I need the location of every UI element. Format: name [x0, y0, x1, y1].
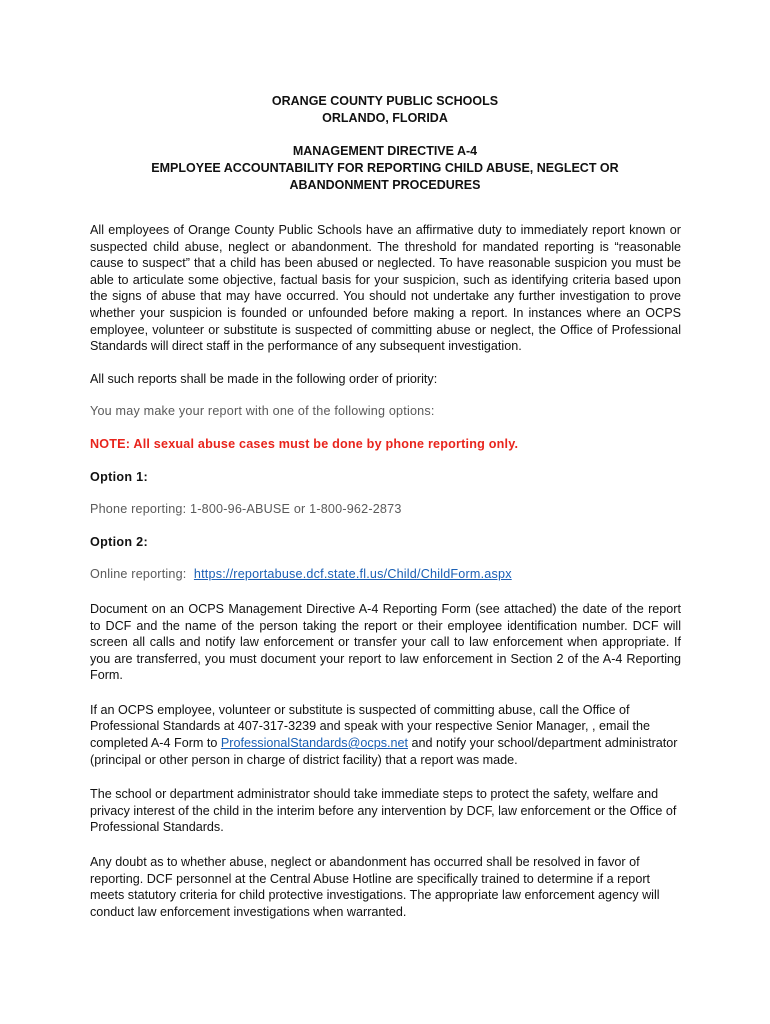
- priority-paragraph: All such reports shall be made in the following order of priority:: [90, 371, 438, 386]
- option-1-label: Option 1:: [90, 469, 148, 484]
- sexual-abuse-note: NOTE: All sexual abuse cases must be done by phone reporting only.: [90, 436, 519, 451]
- directive-number: MANAGEMENT DIRECTIVE A-4: [292, 144, 478, 158]
- document-paragraph: Document on an OCPS Management Directive A-4 Reporting Form (see attached) the date of the report to DCF and the name of the person taking the report or their employee identification number. DCF will screen all calls and notify law enforcement or transfer your call to law enforcement when appropriate. If you are transferred, you must document your report to law enforcement in Section 2 of the A-4 Reporting Form.: [90, 601, 681, 683]
- org-name: ORANGE COUNTY PUBLIC SCHOOLS: [271, 94, 499, 108]
- suspect-paragraph: [90, 702, 681, 768]
- org-city: ORLANDO, FLORIDA: [322, 111, 448, 125]
- document-body: [90, 222, 681, 920]
- phone-reporting: Phone reporting: 1-800-96-ABUSE or 1-800-962-2873: [90, 502, 402, 517]
- document-header: [90, 93, 680, 194]
- directive-title-line-1: EMPLOYEE ACCOUNTABILITY FOR REPORTING CHILD ABUSE, NEGLECT OR: [151, 161, 619, 175]
- suspect-text-before: If an OCPS employee, volunteer or substitute is suspected of committing abuse, call the Office of Professional Standards at 407-317-3239 and speak with your respective Senior Manager, , email the completed A-4 Form to: [90, 702, 651, 751]
- administrator-paragraph: The school or department administrator should take immediate steps to protect the safety, welfare and privacy interest of the child in the interim before any intervention by DCF, law enforcement or the Office of Professional Standards.: [90, 787, 677, 835]
- options-intro: You may make your report with one of the following options:: [90, 404, 435, 419]
- online-reporting-link[interactable]: https://reportabuse.dcf.state.fl.us/Child/ChildForm.aspx: [193, 567, 512, 582]
- option-2-label: Option 2:: [90, 534, 148, 549]
- doubt-paragraph: Any doubt as to whether abuse, neglect or abandonment has occurred shall be resolved in favor of reporting. DCF personnel at the Central Abuse Hotline are specifically trained to determine if a report meets statutory criteria for child protective investigations. The appropriate law enforcement agency will conduct law enforcement investigations when warranted.: [90, 855, 660, 919]
- intro-paragraph: All employees of Orange County Public Schools have an affirmative duty to immediately report known or suspected child abuse, neglect or abandonment. The threshold for mandated reporting is “reasonable cause to suspect” that a child has been abused or neglected. To have reasonable suspicion you must be able to articulate some objective, factual basis for your suspicion, such as identifying criteria based upon the signs of abuse that may have occurred. You should not undertake any further investigation to prove whether your suspicion is founded or unfounded before making a report. In instances where an OCPS employee, volunteer or substitute is suspected of committing abuse or neglect, the Office of Professional Standards will direct staff in the performance of any subsequent investigation.: [90, 223, 681, 354]
- directive-title-line-2: ABANDONMENT PROCEDURES: [289, 178, 481, 192]
- professional-standards-email-link[interactable]: ProfessionalStandards@ocps.net: [220, 736, 408, 751]
- suspect-text-after: and notify your school/department administrator (principal or other person in charge of district facility) that a report was made.: [90, 736, 678, 767]
- online-reporting: [90, 566, 681, 583]
- online-reporting-prefix: Online reporting:: [90, 567, 194, 582]
